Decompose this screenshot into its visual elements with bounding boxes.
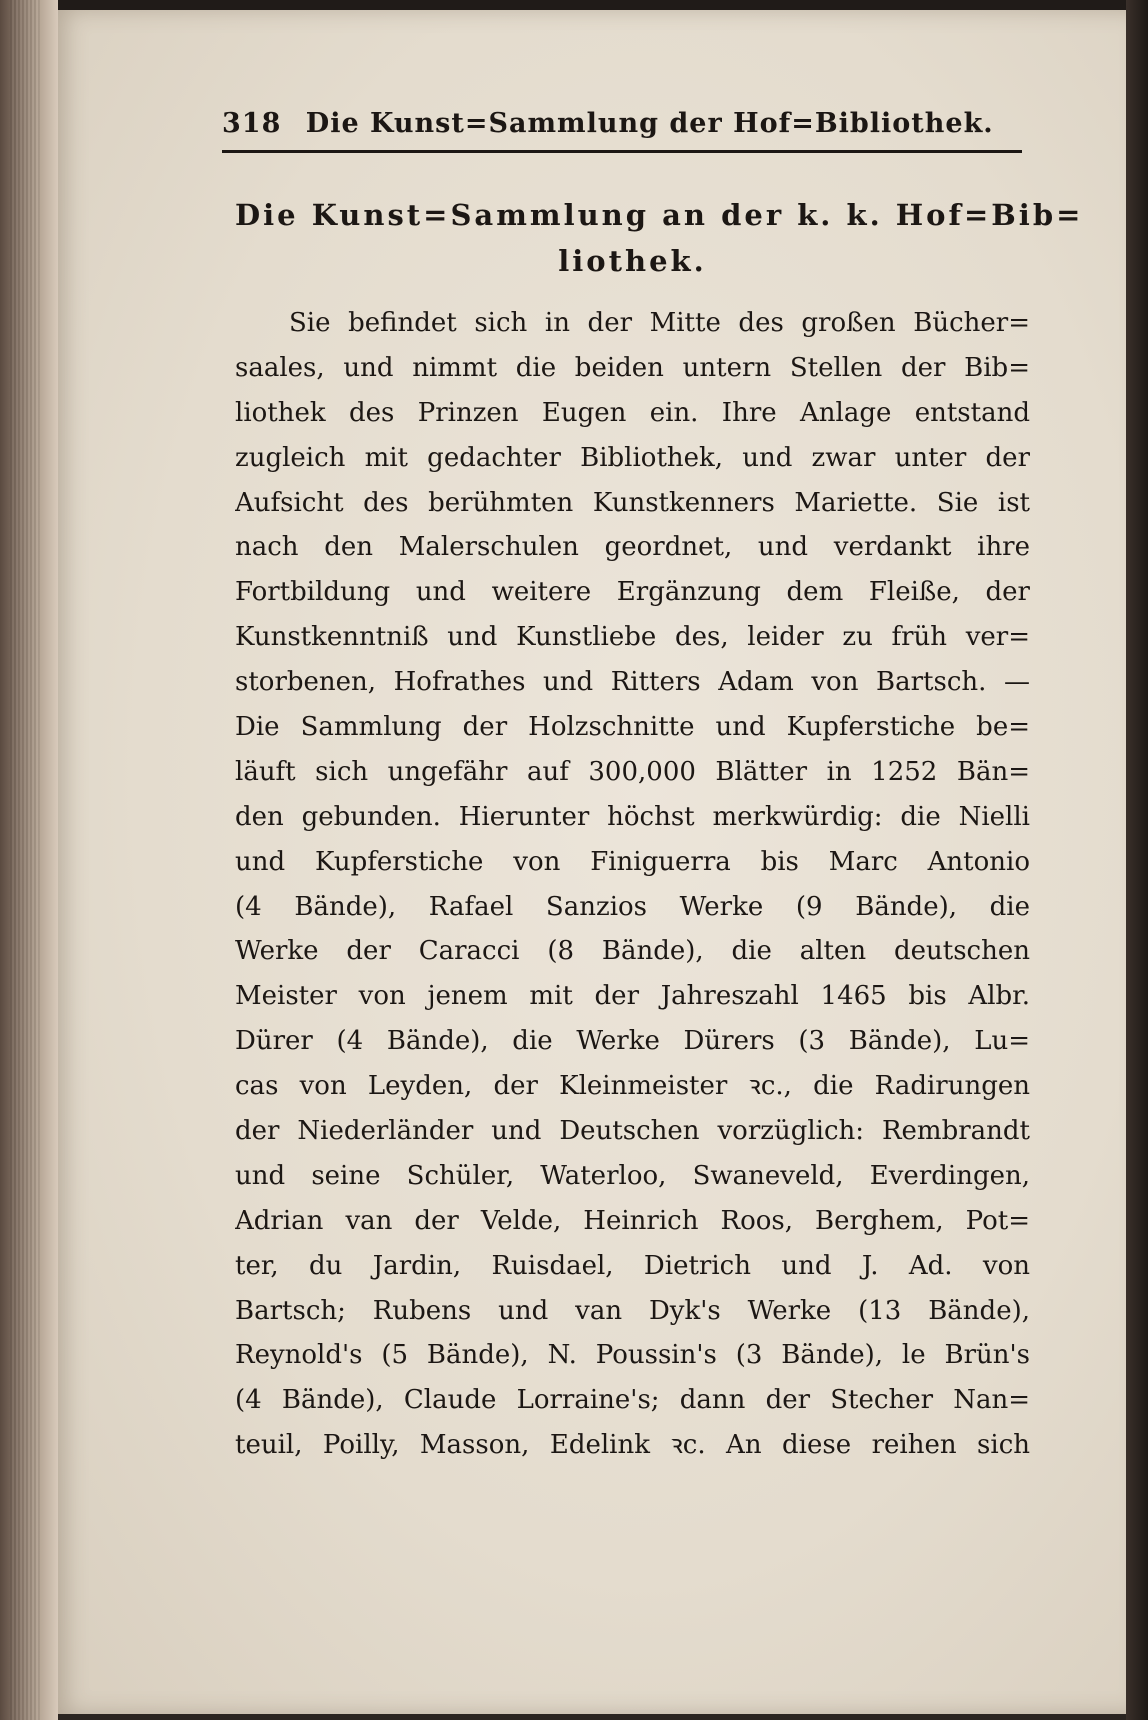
running-header <box>222 108 1022 139</box>
text-line: Fortbildung und weitere Ergänzung dem Fleiße, der <box>235 577 1030 608</box>
text-line: Die Sammlung der Holzschnitte und Kupferstiche be= <box>235 712 1030 743</box>
text-line: der Niederländer und Deutschen vorzüglich: Rembrandt <box>235 1116 1030 1147</box>
text-line: Reynold's (5 Bände), N. Poussin's (3 Bände), le Brün's <box>235 1340 1030 1371</box>
text-line: Meister von jenem mit der Jahreszahl 1465 bis Albr. <box>235 981 1030 1012</box>
section-title <box>235 192 1084 284</box>
text-line: Adrian van der Velde, Heinrich Roos, Berghem, Pot= <box>235 1205 1030 1236</box>
text-line: Aufsicht des berühmten Kunstkenners Mariette. Sie ist <box>235 487 1030 518</box>
text-line: Bartsch; Rubens und van Dyk's Werke (13 Bände), <box>235 1295 1030 1326</box>
text-line: Sie befindet sich in der Mitte des großen Bücher= <box>289 308 1030 338</box>
text-line: (4 Bände), Rafael Sanzios Werke (9 Bände), die <box>235 891 1030 922</box>
header-rule <box>222 150 1022 153</box>
text-line: nach den Malerschulen geordnet, und verdankt ihre <box>235 532 1030 563</box>
running-title: Die Kunst=Sammlung der Hof=Bibliothek. <box>305 108 994 139</box>
text-line: den gebunden. Hierunter höchst merkwürdig: die Nielli <box>235 801 1030 832</box>
page-number: 318 <box>222 108 282 139</box>
text-line: Dürer (4 Bände), die Werke Dürers (3 Bände), Lu= <box>235 1026 1030 1057</box>
body-text <box>235 301 1030 1468</box>
text-line: und Kupferstiche von Finiguerra bis Marc Antonio <box>235 846 1030 877</box>
text-line: saales, und nimmt die beiden untern Stellen der Bib= <box>235 352 1030 383</box>
text-line: Werke der Caracci (8 Bände), die alten deutschen <box>235 936 1030 967</box>
text-line: teuil, Poilly, Masson, Edelink ꝛc. An diese reihen sich <box>235 1430 1030 1461</box>
text-line: zugleich mit gedachter Bibliothek, und zwar unter der <box>235 442 1030 473</box>
right-page-edge <box>1126 0 1148 1720</box>
text-line: liothek des Prinzen Eugen ein. Ihre Anlage entstand <box>235 397 1030 428</box>
section-title-line: Die Kunst=Sammlung an der k. k. Hof=Bib= <box>235 198 1084 232</box>
text-line: (4 Bände), Claude Lorraine's; dann der Stecher Nan= <box>235 1385 1030 1416</box>
text-line: ter, du Jardin, Ruisdael, Dietrich und J. Ad. von <box>235 1250 1030 1281</box>
text-line: läuft sich ungefähr auf 300,000 Blätter in 1252 Bän= <box>235 756 1030 787</box>
text-line: und seine Schüler, Waterloo, Swaneveld, Everdingen, <box>235 1160 1030 1191</box>
book-binding-edge <box>0 0 58 1720</box>
text-line: cas von Leyden, der Kleinmeister ꝛc., die Radirungen <box>235 1071 1030 1102</box>
text-line: storbenen, Hofrathes und Ritters Adam von Bartsch. — <box>235 667 1030 698</box>
text-line: Kunstkenntniß und Kunstliebe des, leider zu früh ver= <box>235 622 1030 653</box>
section-title-line: liothek. <box>558 244 707 278</box>
